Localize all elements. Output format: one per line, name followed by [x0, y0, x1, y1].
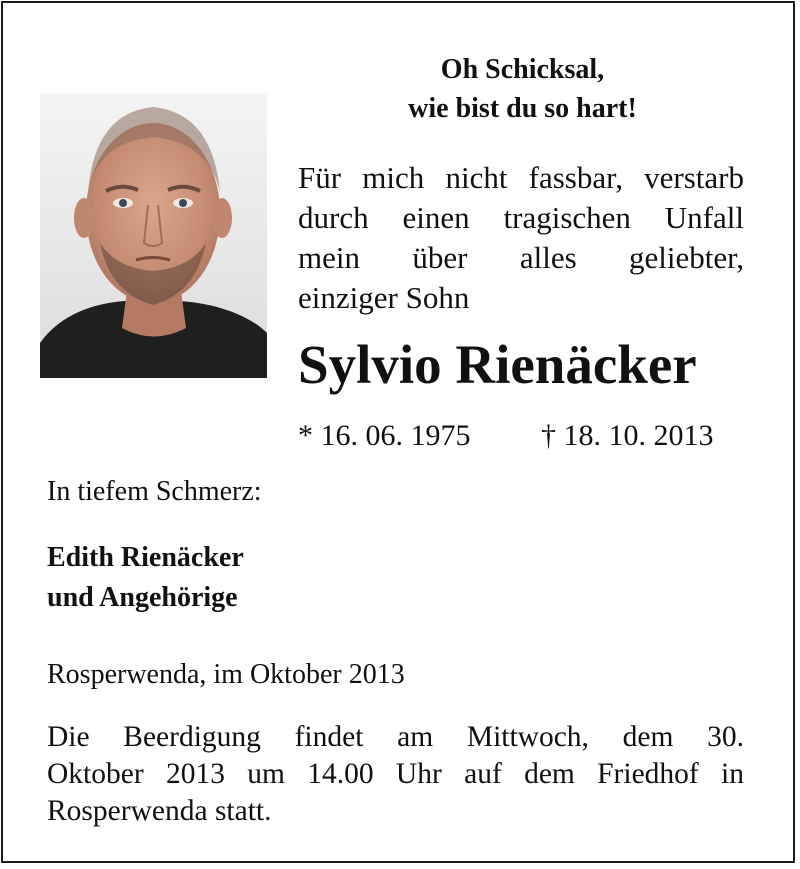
funeral-line: Rosperwenda statt. — [47, 795, 272, 827]
mourner-line: und Angehörige — [47, 582, 238, 613]
funeral-line: Die Beerdigung findet am Mittwoch, dem 30. — [47, 721, 744, 753]
mourners-names — [47, 538, 244, 618]
portrait-photo — [40, 93, 267, 378]
funeral-info — [47, 719, 744, 830]
intro-line: durch einen tragischen Unfall — [298, 200, 744, 235]
heading-line-1: Oh Schicksal, — [440, 54, 605, 85]
intro-line: Für mich nicht fassbar, verstarb — [298, 160, 744, 195]
intro-line: mein über alles geliebter, — [298, 240, 744, 275]
place-date: Rosperwenda, im Oktober 2013 — [47, 659, 405, 690]
birth-date: * 16. 06. 1975 — [298, 419, 471, 452]
heading-line-2: wie bist du so hart! — [408, 93, 637, 124]
mourning-intro: In tiefem Schmerz: — [47, 476, 262, 507]
intro-line: einziger Sohn — [298, 280, 470, 315]
death-date: † 18. 10. 2013 — [541, 419, 714, 452]
intro-text — [298, 158, 744, 318]
deceased-name: Sylvio Rienäcker — [298, 334, 697, 395]
funeral-line: Oktober 2013 um 14.00 Uhr auf dem Friedhof in — [47, 758, 744, 790]
mourner-line: Edith Rienäcker — [47, 542, 244, 573]
